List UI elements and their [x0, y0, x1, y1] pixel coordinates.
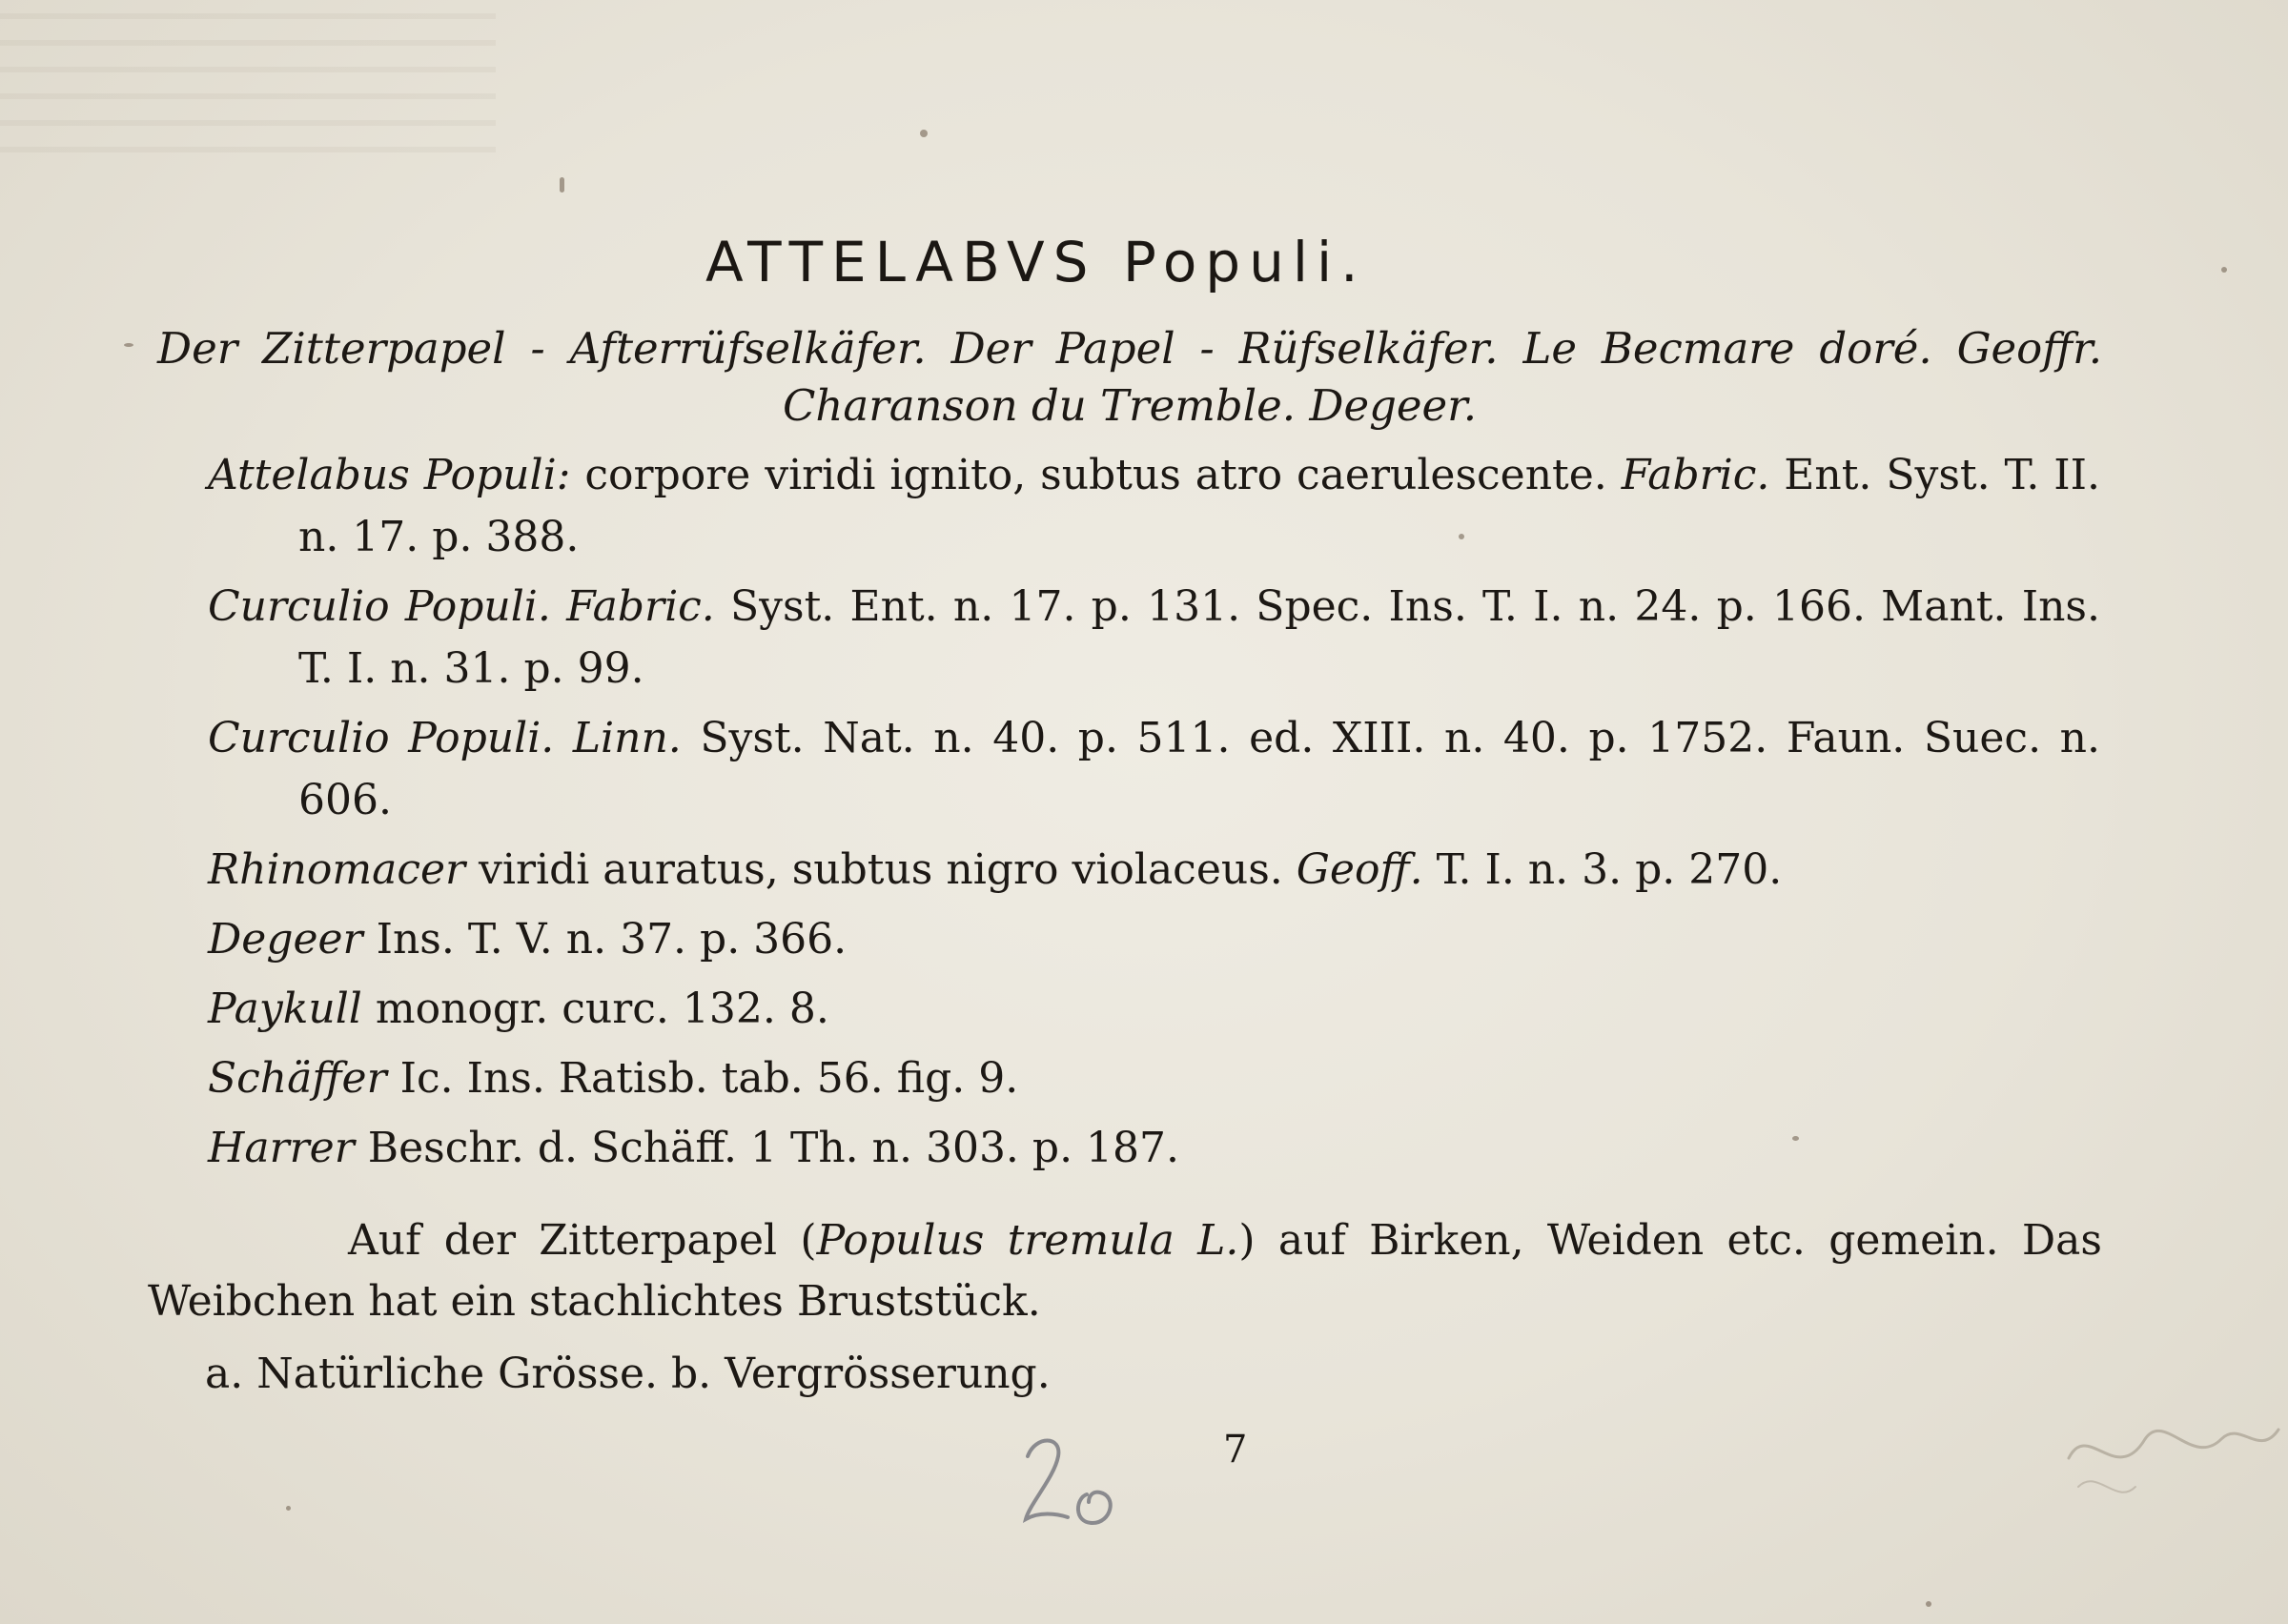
document-title: ATTELABVS Populi. [705, 230, 1367, 294]
reference-item [208, 1117, 2100, 1179]
reference-author: Geoff. [1296, 845, 1423, 894]
reference-text: Ins. T. V. n. 37. p. 366. [362, 915, 848, 964]
reference-author: Fabric. [1621, 451, 1770, 499]
reference-item [208, 1047, 2100, 1109]
habitat-plant: Populus tremula L. [816, 1216, 1239, 1265]
pencil-mark-icon [1018, 1428, 1133, 1533]
reference-text: Syst. Nat. n. 40. p. 511. ed. XIII. n. 40. p. 1752. Faun. Suec. n. 606. [298, 714, 2100, 824]
habitat-pre: Auf der Zitterpapel ( [348, 1216, 817, 1265]
reference-text: corpore viridi ignito, subtus atro caerulescente. [570, 451, 1622, 499]
reference-lead: Rhinomacer [208, 845, 466, 894]
reference-item [208, 908, 2100, 970]
paper-fiber-mark [2059, 1401, 2288, 1525]
reference-item [208, 707, 2100, 831]
reference-item [208, 839, 2100, 901]
reference-lead: Attelabus Populi: [208, 451, 571, 499]
reference-tail: T. I. n. 3. p. 270. [1422, 845, 1783, 894]
reference-item [208, 576, 2100, 700]
figure-note: a. Natürliche Grösse. b. Vergrösserung. [205, 1350, 1051, 1398]
habitat-paragraph [148, 1210, 2102, 1332]
reference-text: monogr. curc. 132. 8. [361, 985, 829, 1033]
reference-lead: Degeer [208, 915, 363, 964]
page-number: 7 [1223, 1428, 1248, 1472]
reference-item [208, 444, 2100, 568]
habitat-post: ) auf Birken, Weiden etc. gemein. Das Weibchen hat ein stachlichtes Bruststück. [148, 1216, 2102, 1326]
reference-tail: Ent. Syst. T. II. n. 17. p. 388. [298, 451, 2101, 561]
reference-text: viridi auratus, subtus nigro violaceus. [465, 845, 1297, 894]
reference-lead: Harrer [208, 1124, 355, 1172]
reference-list [208, 444, 2100, 1187]
reference-lead: Paykull [208, 985, 362, 1033]
reference-lead: Curculio Populi. Linn. [208, 714, 682, 762]
common-names: Der Zitterpapel - Afterrüfselkäfer. Der Papel - Rüfselkäfer. Le Becmare doré. Geoffr. Charanson du Tremble. Degeer. [157, 323, 2102, 431]
reference-lead: Curculio Populi. Fabric. [208, 582, 715, 631]
reference-item [208, 978, 2100, 1040]
reference-text: Beschr. d. Schäff. 1 Th. n. 303. p. 187. [354, 1124, 1180, 1172]
reference-lead: Schäffer [208, 1054, 387, 1103]
reference-text: Syst. Ent. n. 17. p. 131. Spec. Ins. T. I. n. 24. p. 166. Mant. Ins. T. I. n. 31. p. 99. [298, 582, 2101, 693]
reference-text: Ic. Ins. Ratisb. tab. 56. fig. 9. [386, 1054, 1019, 1103]
